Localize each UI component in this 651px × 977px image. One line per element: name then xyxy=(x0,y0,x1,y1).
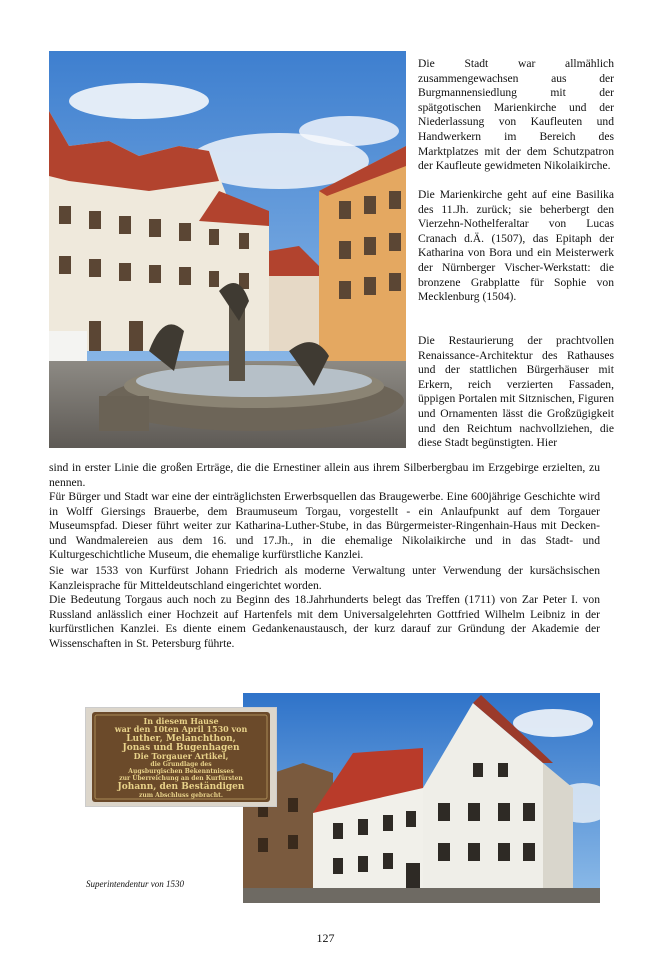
market-square-photo xyxy=(49,51,406,448)
continuation-paragraph: sind in erster Linie die großen Erträge, die die Ernestiner allein aus ihrem Silberbergbau im Erzgebirge erzielten, zu nennen. xyxy=(49,461,600,489)
column-paragraph-2: Die Marienkirche geht auf eine Basilika des 11.Jh. zurück; sie beherbergt den Vierzehn-Nothelferaltar von Lucas Cranach d.Ä. (1507), das Epitaph der Katharina von Bora und ein Meisterwerk der Nürnberger Vischer-Werkstatt: die bronzene Grabplatte für Sophie von Mecklenburg (1504). xyxy=(418,188,614,304)
full-paragraph-2: Sie war 1533 von Kurfürst Johann Friedrich als moderne Verwaltung unter Verwendung der kursächsischen Kanzleisprache für Mitteldeutschland eingerichtet worden. xyxy=(49,564,600,592)
column-paragraph-3: Die Restaurierung der prachtvollen Renaissance-Architektur des Rathauses und der stattlichen Bürgerhäuser mit Erkern, reich verzierten Fassaden, üppigen Portalen mit Sitznischen, Figuren und Ornamenten lässt die Großzügigkeit und den Reichtum nachvollziehen, die diese Stadt begünstigten. Hier xyxy=(418,334,614,450)
plaque-line: Johann, den Beständigen xyxy=(117,782,245,792)
page-number: 127 xyxy=(316,931,335,945)
full-paragraph-1: Für Bürger und Stadt war eine der einträglichsten Erwerbsquellen das Braugewerbe. Eine 600jährige Geschichte wird in Wolff Giersings Brauerbe, dem Braumuseum Torgau, vorgestellt - ein Anlaufpunkt auf dem Torgauer Museumspfad. Dieser führt weiter zur Katharina-Luther-Stube, in das Bürgermeister-Ringenhain-Haus mit Decken- und Wandmalereien aus dem 16. und 17.Jh., in die ehemalige Nikolaikirche und in das Stadt- und Kulturgeschichtliche Museum, die ehemalige kurfürstliche Kanzlei. xyxy=(49,490,600,562)
plaque-line: die Grundlage des xyxy=(150,761,212,768)
plaque-line: Jonas und Bugenhagen xyxy=(122,743,240,753)
superintendentur-photo xyxy=(243,693,600,903)
plaque-photo xyxy=(85,707,277,807)
photo-caption: Superintendentur von 1530 xyxy=(86,879,184,889)
plaque-line: Die Torgauer Artikel, xyxy=(133,751,229,761)
plaque-line: war den 10ten April 1530 von xyxy=(114,724,248,734)
full-paragraph-3: Die Bedeutung Torgaus auch noch zu Beginn des 18.Jahrhunderts belegt das Treffen (1711) von Zar Peter I. von Russland anlässlich einer Hochzeit auf Hartenfels mit dem Universalgelehrten Gottfried Wilhelm Leibniz in der kurfürstlichen Kanzlei. Es diente einem Gedankenaustausch, der kurz darauf zur Gründung der Akademie der Wissenschaften in St. Petersburg führte. xyxy=(49,593,600,650)
plaque-line: zur Überreichung an den Kurfürsten xyxy=(119,775,243,782)
plaque-line: Luther, Melanchthon, xyxy=(126,734,236,744)
column-paragraph-1: Die Stadt war allmählich zusammengewachsen aus der Burgmannensiedlung mit der spätgotischen Marienkirche und der Niederlassung von Kaufleuten und Handwerkern im Bereich des Marktplatzes mit der dem Schutzpatron der Kaufleute gewidmeten Nikolaikirche. xyxy=(418,57,614,173)
plaque-line: zum Abschluss gebracht. xyxy=(138,792,224,799)
plaque-line: In diesem Hause xyxy=(143,716,219,726)
plaque-line: Augsburgischen Bekenntnisses xyxy=(128,768,234,775)
